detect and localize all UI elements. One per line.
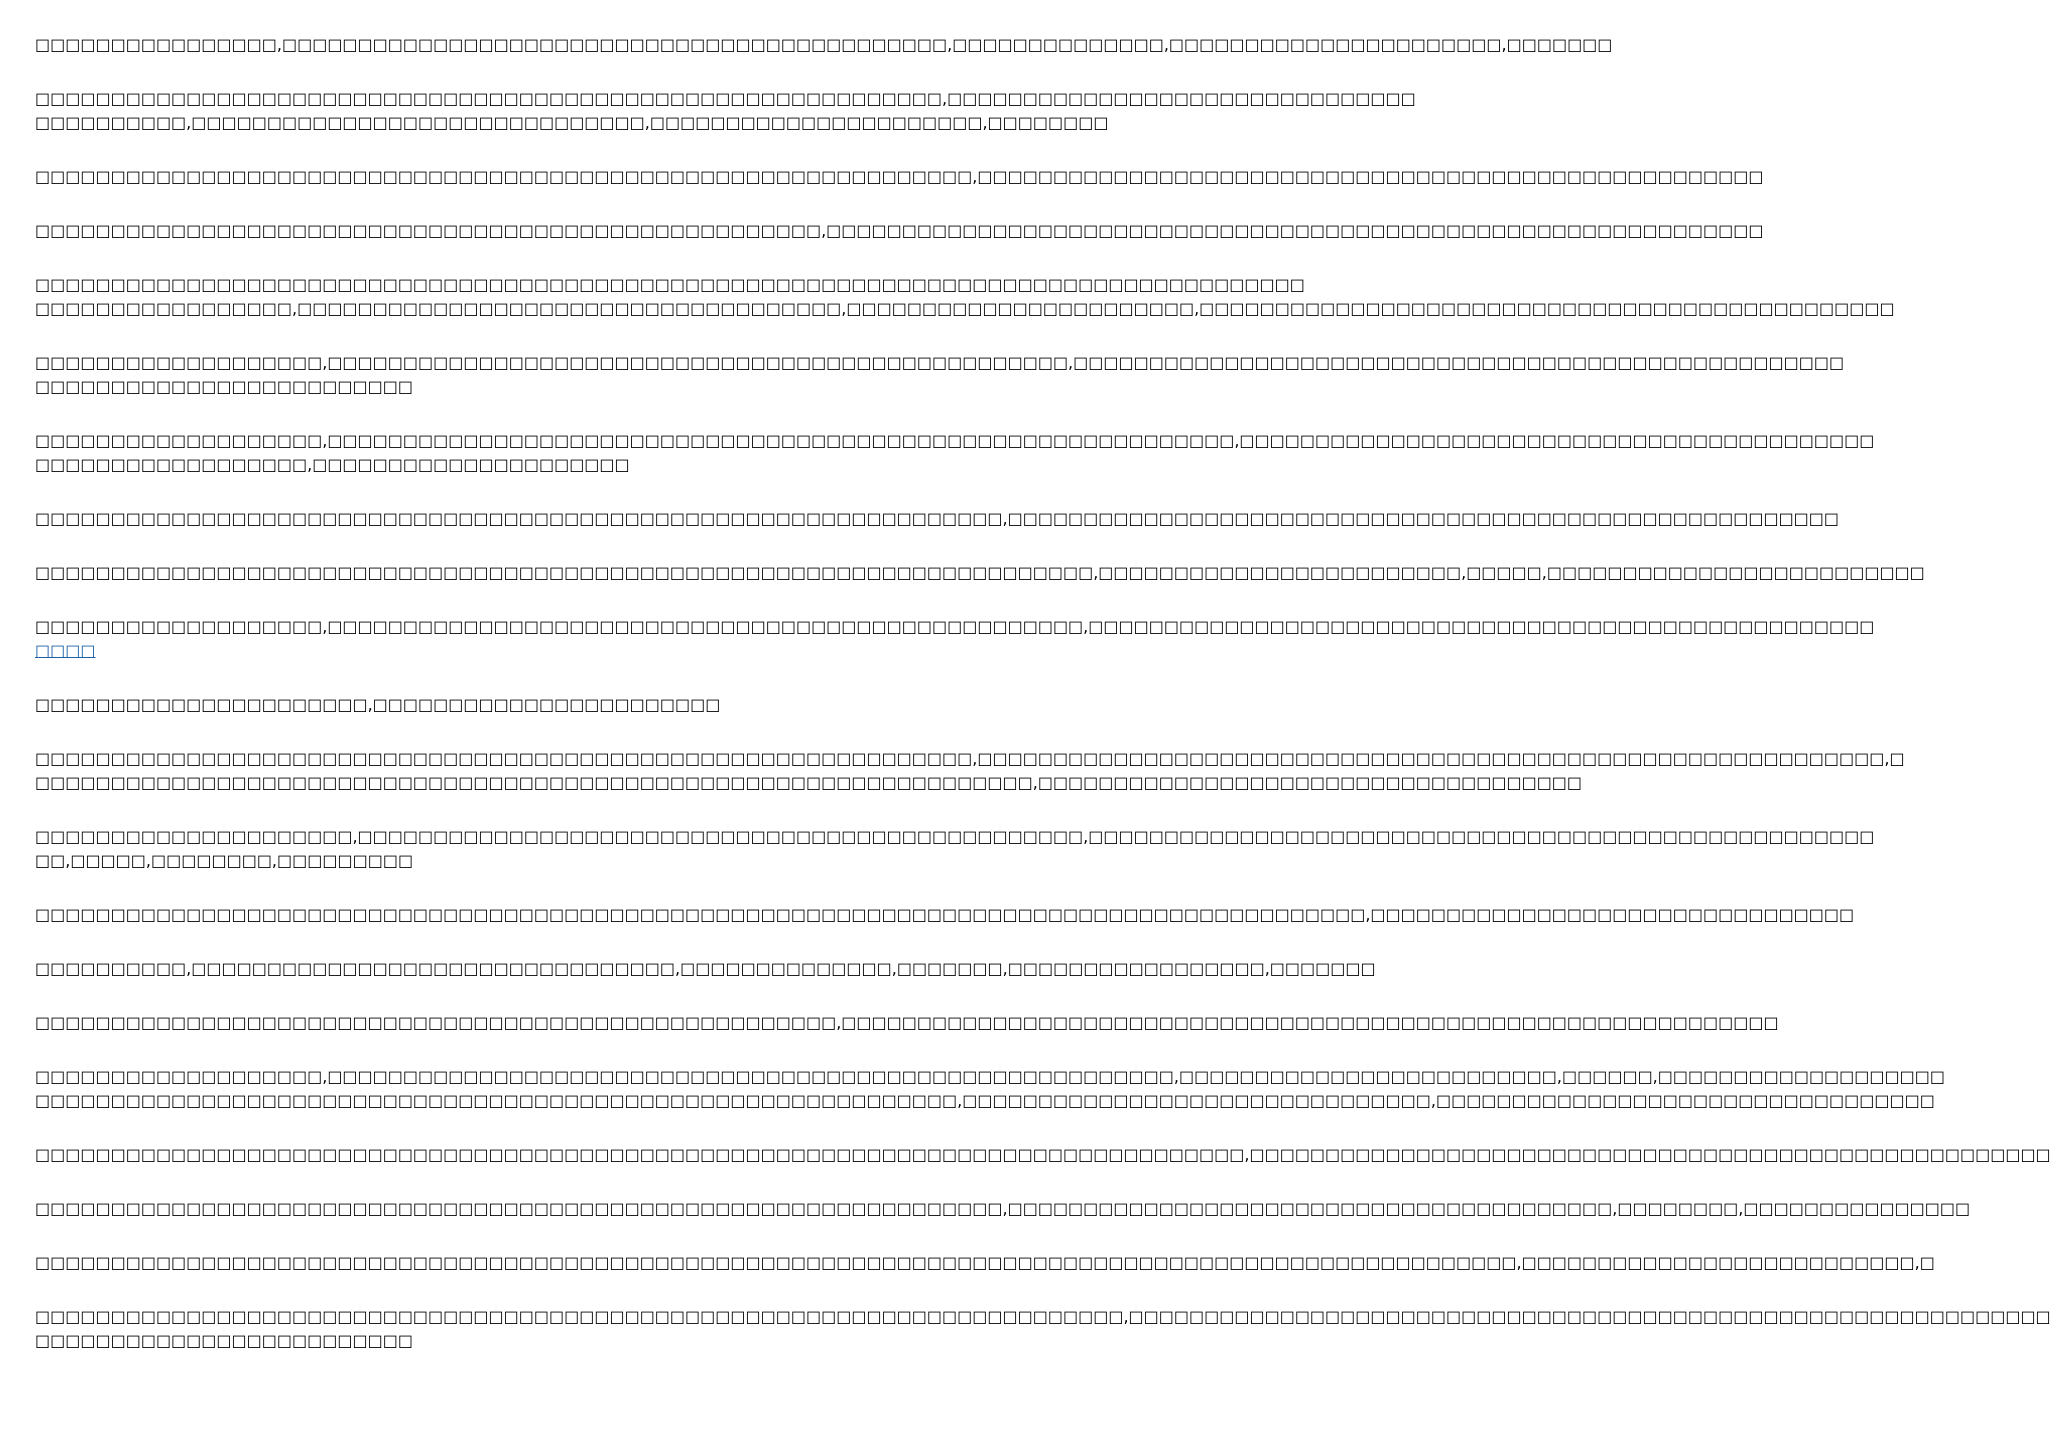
paragraph bbox=[35, 273, 1895, 321]
text-line: □□□□□□□□□□□□□□□□,□□□□□□□□□□□□□□□□□□□□□□□□□□□□□□□□□□□□□□□□□□□□,□□□□□□□□□□□□□□,□□□□□□□□□□□□□□□□□□□□□□,□□□□□□□ bbox=[35, 35, 1613, 54]
text-line: □□□□□□□□□□□□□□□□□□□□□□□□□□□□□□□□□□□□□□□□□□□□□□□□□□□□□,□□□□□□□□□□□□□□□□□□□□□□□□□□□□□□□□□□□□□□□□□□□□□□□□□□□□□□□□□□□□□□ bbox=[35, 1013, 1779, 1032]
paragraph bbox=[35, 747, 1905, 795]
text-line: □□□□□□□□□□□□□□□□□□□□□□□□□ bbox=[35, 1331, 413, 1350]
link-line bbox=[35, 639, 990, 663]
text-line: □□□□□□□□□□□□□□□□□□□□□□□□□□□□□□□□□□□□□□□□□□□□□□□□□□□□□□□□□□□□□□□□□□,□□□□□□□□□□□□□□□□□□□□□□□□□□□□□□□□□□□□ bbox=[35, 773, 1583, 792]
paragraph bbox=[35, 165, 1764, 189]
paragraph bbox=[35, 825, 1875, 873]
text-line: □□□□□□□□□□□□□□□□□□□□□□□□□□□□□□□□□□□□□□□□□□□□□□□□□□□□□□□□□□□□□□□□,□□□□□□□□□□□□□□□□□□□□□□□□□□□□□□□□□□□□□□□□,□□□□□□□□,□□□□□□□□□□□□□□□ bbox=[35, 1199, 1971, 1218]
paragraph bbox=[35, 219, 1764, 243]
text-line: □□□□□□□□□□□□□□□□□□□□□□□□□□□□□□□□□□□□□□□□□□□□□□□□□□□□□□□□□□□□□□□□,□□□□□□□□□□□□□□□□□□□□□□□□□□□□□□□□□□□□□□□□□□□□□□□□□□□□□□□ bbox=[35, 509, 1840, 528]
text-line: □□□□□□□□□□□□□□□□□□□□□□□□□ bbox=[35, 377, 413, 396]
text-line: □□□□□□□□□□□□□□□□□□□□□□□□□□□□□□□□□□□□□□□□□□□□□□□□□□□□□□□□□□□□,□□□□□□□□□□□□□□□□□□□□□□□□□□□□□□□ bbox=[35, 89, 1416, 108]
text-line: □□□□□□□□□□□□□□□□□□□□□□□□□□□□□□□□□□□□□□□□□□□□□□□□□□□□,□□□□□□□□□□□□□□□□□□□□□□□□□□□□□□□□□□□□□□□□□□□□□□□□□□□□□□□□□□□□□□ bbox=[35, 221, 1764, 240]
document-body bbox=[35, 33, 2051, 1383]
paragraph bbox=[35, 561, 1925, 585]
paragraph bbox=[35, 615, 1875, 663]
text-line: □□□□□□□□□□□□□□□□□□□,□□□□□□□□□□□□□□□□□□□□□□□□□□□□□□□□□□□□□□□□□□□□□□□□□□□□□□□□□□□□,□□□□□□□□□□□□□□□□□□□□□□□□□□□□□□□□□□□□□□□□□□ bbox=[35, 431, 1875, 450]
paragraph bbox=[35, 903, 1855, 927]
paragraph bbox=[35, 507, 1840, 531]
paragraph bbox=[35, 957, 1376, 981]
paragraph bbox=[35, 429, 1875, 477]
paragraph bbox=[35, 693, 990, 717]
text-line: □□□□□□□□□□□□□□□□□□□□□,□□□□□□□□□□□□□□□□□□□□□□□□□□□□□□□□□□□□□□□□□□□□□□□□,□□□□□□□□□□□□□□□□□□□□□□□□□□□□□□□□□□□□□□□□□□□□□□□□□□□□ bbox=[35, 827, 1875, 846]
text-line: □□□□□□□□□□,□□□□□□□□□□□□□□□□□□□□□□□□□□□□□□□□,□□□□□□□□□□□□□□,□□□□□□□,□□□□□□□□□□□□□□□□□,□□□□□□□ bbox=[35, 959, 1376, 978]
paragraph bbox=[35, 1197, 1971, 1221]
paragraph bbox=[35, 1011, 1779, 1035]
text-line: □□,□□□□□,□□□□□□□□,□□□□□□□□□ bbox=[35, 851, 414, 870]
text-line: □□□□□□□□□□□□□□□□□□□□□□□□□□□□□□□□□□□□□□□□□□□□□□□□□□□□□□□□□□□□□□□□□□□□□□□□□□□□□□□□□□□□□□□□,□□□□□□□□□□□□□□□□□□□□□□□□□□□□□□□□ bbox=[35, 905, 1855, 924]
text-line: □□□□□□□□□□□□□□□□□□□□□□,□□□□□□□□□□□□□□□□□□□□□□□ bbox=[35, 695, 721, 714]
paragraph bbox=[35, 1065, 1945, 1113]
text-line: □□□□□□□□□□,□□□□□□□□□□□□□□□□□□□□□□□□□□□□□□,□□□□□□□□□□□□□□□□□□□□□□,□□□□□□□□ bbox=[35, 113, 1109, 132]
text-line: □□□□□□□□□□□□□□□□□,□□□□□□□□□□□□□□□□□□□□□□□□□□□□□□□□□□□□,□□□□□□□□□□□□□□□□□□□□□□□,□□□□□□□□□□□□□□□□□□□□□□□□□□□□□□□□□□□□□□□□□□□□□□ bbox=[35, 299, 1895, 318]
paragraph bbox=[35, 351, 1845, 399]
text-line: □□□□□□□□□□□□□□□□□□□□□□□□□□□□□□□□□□□□□□□□□□□□□□□□□□□□□□□□□□□□□□□□□□□□□□,□□□□□□□□□□□□□□□□□□□□□□□□,□□□□□,□□□□□□□□□□□□□□□□□□□□□□□□□ bbox=[35, 563, 1925, 582]
text-line: □□□□□□□□□□□□□□□□□□□□□□□□□□□□□□□□□□□□□□□□□□□□□□□□□□□□□□□□□□□□□□□□□□□□□□□□□□□□□□□□□□□□ bbox=[35, 275, 1305, 294]
text-line: □□□□□□□□□□□□□□□□□□□□□□□□□□□□□□□□□□□□□□□□□□□□□□□□□□□□□□□□□□□□□□□□□□□□□□□□□□□□□□□□,□□□□□□□□□□□□□□□□□□□□□□□□□□□□□□□□□□□□□□□□□□□□□□□□□□□□□ bbox=[35, 1145, 2051, 1164]
paragraph bbox=[35, 1143, 2051, 1167]
text-line: □□□□□□□□□□□□□□□□□□,□□□□□□□□□□□□□□□□□□□□□ bbox=[35, 455, 630, 474]
text-line: □□□□□□□□□□□□□□□□□□□,□□□□□□□□□□□□□□□□□□□□□□□□□□□□□□□□□□□□□□□□□□□□□□□□□□,□□□□□□□□□□□□□□□□□□□□□□□□□□□□□□□□□□□□□□□□□□□□□□□□□□□□ bbox=[35, 617, 1875, 636]
paragraph bbox=[35, 1251, 1935, 1275]
paragraph bbox=[35, 33, 1613, 57]
paragraph bbox=[35, 87, 1416, 135]
text-line: □□□□□□□□□□□□□□□□□□□□□□□□□□□□□□□□□□□□□□□□□□□□□□□□□□□□□□□□□□□□□□□□□□□□□□□□,□□□□□□□□□□□□□□□□□□□□□□□□□□□□□□□□□□□□□□□□□□□□□□□□□□□□□□□□□□□□□ bbox=[35, 1307, 2051, 1326]
text-line: □□□□□□□□□□□□□□□□□□□□□□□□□□□□□□□□□□□□□□□□□□□□□□□□□□□□□□□□□□□□□□,□□□□□□□□□□□□□□□□□□□□□□□□□□□□□□□□□□□□□□□□□□□□□□□□□□□□□□□□□□□□,□ bbox=[35, 749, 1905, 768]
inline-link[interactable]: □□□□ bbox=[35, 641, 96, 660]
text-line: □□□□□□□□□□□□□□□□□□□,□□□□□□□□□□□□□□□□□□□□□□□□□□□□□□□□□□□□□□□□□□□□□□□□□,□□□□□□□□□□□□□□□□□□□□□□□□□□□□□□□□□□□□□□□□□□□□□□□□□□□ bbox=[35, 353, 1845, 372]
text-line: □□□□□□□□□□□□□□□□□□□□□□□□□□□□□□□□□□□□□□□□□□□□□□□□□□□□□□□□□□□□□,□□□□□□□□□□□□□□□□□□□□□□□□□□□□□□□,□□□□□□□□□□□□□□□□□□□□□□□□□□□□□□□□□ bbox=[35, 1091, 1935, 1110]
text-line: □□□□□□□□□□□□□□□□□□□,□□□□□□□□□□□□□□□□□□□□□□□□□□□□□□□□□□□□□□□□□□□□□□□□□□□□□□□□,□□□□□□□□□□□□□□□□□□□□□□□□□,□□□□□□,□□□□□□□□□□□□□□□□□□□ bbox=[35, 1067, 1945, 1086]
paragraph bbox=[35, 1305, 2051, 1353]
text-line: □□□□□□□□□□□□□□□□□□□□□□□□□□□□□□□□□□□□□□□□□□□□□□□□□□□□□□□□□□□□□□□□□□□□□□□□□□□□□□□□□□□□□□□□□□□□□□□□□□,□□□□□□□□□□□□□□□□□□□□□□□□□□,□ bbox=[35, 1253, 1935, 1272]
text-line: □□□□□□□□□□□□□□□□□□□□□□□□□□□□□□□□□□□□□□□□□□□□□□□□□□□□□□□□□□□□□□,□□□□□□□□□□□□□□□□□□□□□□□□□□□□□□□□□□□□□□□□□□□□□□□□□□□□ bbox=[35, 167, 1764, 186]
